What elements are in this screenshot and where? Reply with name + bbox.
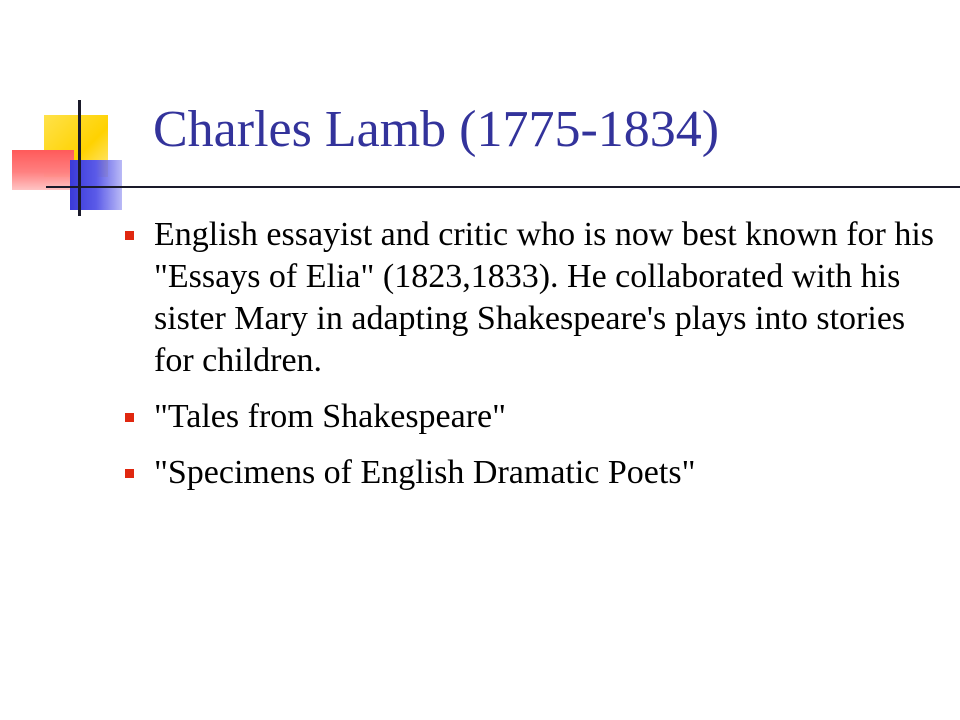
bullet-item	[120, 396, 940, 438]
title-underline	[46, 186, 960, 188]
bullet-square-icon	[125, 231, 134, 240]
bullet-item	[120, 452, 940, 494]
bullet-item	[120, 214, 940, 382]
slide-title: Charles Lamb (1775-1834)	[153, 101, 720, 158]
bullet-text: "Specimens of English Dramatic Poets"	[154, 454, 696, 491]
bullet-text: English essayist and critic who is now best known for his "Essays of Elia" (1823,1833). He collaborated with his sister Mary in adapting Shakespeare's plays into stories for children.	[154, 216, 935, 379]
bullet-square-icon	[125, 469, 134, 478]
bullet-text: "Tales from Shakespeare"	[154, 398, 507, 435]
bullet-list	[120, 214, 940, 508]
bullet-square-icon	[125, 413, 134, 422]
